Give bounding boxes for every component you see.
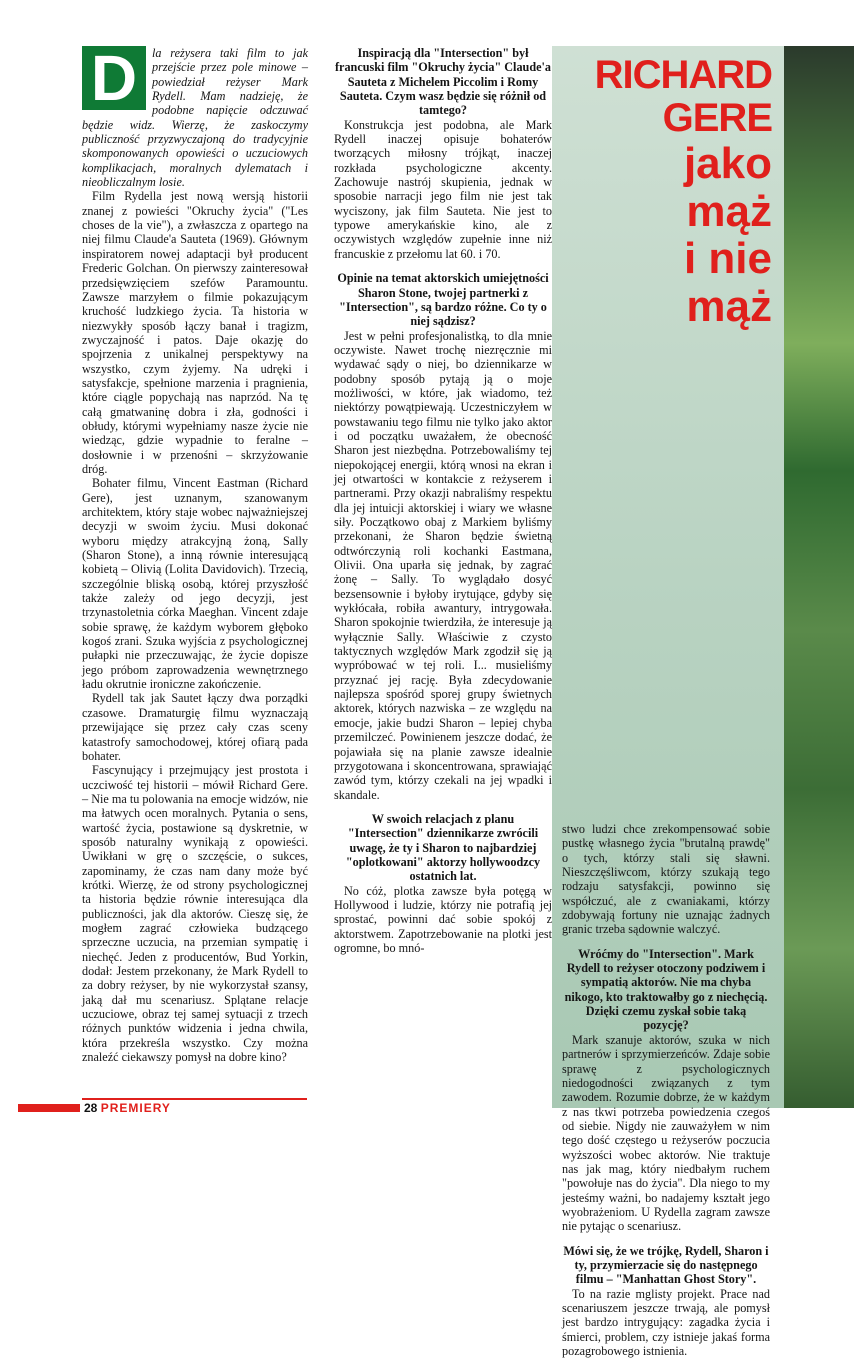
interview-question: W swoich relacjach z planu "Intersection" dziennikarze zwrócili uwagę, że ty i Sharon to najbardziej "oplotkowani" aktorzy hollywoodzcy ostatnich lat.	[345, 811, 541, 884]
column-2	[334, 46, 552, 955]
paragraph: Rydell tak jak Sautet łączy dwa porządki czasowe. Dramaturgię filmu wyznaczają przewijające się przez cały czas sceny katastrofy samochodowej, której ofiarą pada bohater.	[82, 691, 308, 763]
paragraph: Konstrukcja jest podobna, ale Mark Rydell inaczej opisuje bohaterów tworzących miłosny trójkąt, inaczej rozkłada psychologiczne akcenty. Zachowuje nastrój skupienia, jednak w sposobie narracji jego film nie jest tak wyciszony, jak film Sauteta. Nie jest to typowe amerykańskie kino, ale z oczywistych względów zupełnie inne niż francuskie z przełomu lat 60. i 70.	[334, 117, 552, 261]
paragraph: Mark szanuje aktorów, szuka w nich partnerów i sprzymierzeńców. Zdaje sobie sprawę z psychologicznych niedogodności związanych z tym zawodem. Rozumie dobrze, że w każdym z nas tkwi potrzeba powiedzenia czegoś od siebie. Nigdy nie zauważyłem w nim tego dość częstego u reżyserów poczucia wyższości wobec aktorów. Nie traktuje nas jak mag, który niedbałym ruchem "powołuje nas do życia". Dla niego to my jesteśmy ważni, bo nadajemy kształt jego wyobrażeniom. U Rydella zagram zawsze nie pytając o scenariusz.	[562, 1032, 770, 1234]
paragraph: To na razie mglisty projekt. Prace nad scenariuszem jeszcze trwają, ale pomysł jest bardzo intrygujący: zagadka życia i śmierci, problem, czy istnieje jakaś forma pozagrobowego istnienia.	[562, 1286, 770, 1358]
title-line: i nie	[683, 234, 772, 284]
interview-question: Wróćmy do "Intersection". Mark Rydell to reżyser otoczony podziwem i sympatią aktorów. Nie ma chyba nikogo, kto traktowałby go z niechęcią. Dzięki czemu zyskał sobie taką pozycję?	[564, 946, 768, 1033]
page-footer	[84, 1101, 171, 1115]
photo-strip	[784, 46, 854, 1108]
title-line: jako	[683, 139, 772, 189]
paragraph: la reżysera taki film to jak przejście przez pole minowe – powiedział reżyser Mark Rydell. Mam nadzieję, że podobne napięcie odczuwać będzie widz. Wierzę, że zaskoczymy publiczność przyzwyczajoną do tradycyjnie skomponowanych opowieści o uczuciowych komplikacjach, moralnych dylematach i nieobliczalnym losie.	[82, 46, 308, 190]
drop-cap: D	[82, 46, 146, 110]
title-line: GERE	[662, 96, 772, 141]
article-title	[556, 54, 772, 330]
paragraph: Bohater filmu, Vincent Eastman (Richard Gere), jest uznanym, szanowanym architektem, który staje wobec najważniejszej decyzji w swoim życiu. Musi dokonać wyboru między atrakcyjną żoną, Sally (Sharon Stone), a inną równie interesującą kobietą – Olivią (Lolita Davidovich). Trzecią, szczególnie bliską osobą, której przyszłość także zależy od jego decyzji, jest trzynastoletnia córka Maeghan. Vincent zdaje sobie sprawę, że każdym wyborem głęboko kogoś zrani. Szuka wyjścia z psychologicznej pułapki nie przeczuwając, że życie dopisze jego próbom zaprowadzenia wewnętrznego ładu okrutnie ironiczne zakończenie.	[82, 476, 308, 692]
column-1	[82, 42, 308, 1065]
column-3	[562, 822, 770, 1358]
interview-question: Opinie na temat aktorskich umiejętności Sharon Stone, twojej partnerki z "Intersection", są bardzo różne. Co ty o niej sądzisz?	[337, 271, 549, 329]
paragraph: Fascynujący i przejmujący jest prostota i uczciwość tej historii – mówił Richard Gere. – Nie ma tu polowania na emocje widzów, nie ma łatwych ocen moralnych. Pytania o sens, wartość życia, postawione są dyskretnie, w sposób naturalny wynikają z opowieści. Uwikłani w grę o szczęście, o sukces, zapominamy, że czas nam dany może być krótki. Wierzę, że od strony psychologicznej ta historia będzie równie interesująca dla publiczności, jak dla aktorów. Cieszę się, że mogłem zagrać człowieka budzącego sprzeczne uczucia, na przemian sympatię i niechęć. Jeden z producentów, Bud Yorkin, dodał: Jestem przekonany, że Mark Rydell to za dobry reżyser, by nie wykorzystał szansy, jaką dał mu scenariusz. Splątane relacje uczuciowe, obraz tej samej sytuacji z trzech różnych punktów widzenia i jedna chwila, która przekreśla wszystko. Czy można znaleźć ciekawszy pomysł na dobre kino?	[82, 763, 308, 1065]
title-line: mąż	[686, 281, 772, 331]
interview-question: Mówi się, że we trójkę, Rydell, Sharon i ty, przymierzacie się do następnego filmu – "Manhattan Ghost Story".	[563, 1243, 769, 1287]
paragraph: Film Rydella jest nową wersją historii znanej z powieści "Okruchy życia" ("Les choses de la vie"), a zwłaszcza z opartego na niej filmu Claude'a Sauteta (1969). Głównym inspiratorem nowej adaptacji był producent Frederic Golchan. On pierwszy zainteresował przedsięwzięciem szefów Paramountu. Zawsze marzyłem o filmie pokazującym kruchość ludzkiego życia. Ta historia w niezwykły sposób łączy banał i tragizm, zwyczajność i patos. Daje okazję do spojrzenia z unikalnej perspektywy na wszystko, czym żyjemy. Na udręki i satysfakcje, spełnione marzenia i pragnienia, które ciągle popychają nas naprzód. Na tę całą gmatwaninę dobra i zła, godności i obłudy, którymi wypełniamy nasze życie nie wiedząc, gdzie wypadnie to feralne – dosłownie i w przenośni – skrzyżowanie dróg.	[82, 189, 308, 476]
interview-question: Inspiracją dla "Intersection" był francuski film "Okruchy życia" Claude'a Sauteta z Michelem Piccolim i Romy Sauteta. Czym wasz będzie się różnił od tamtego?	[335, 46, 551, 118]
magazine-name: PREMIERY	[100, 1101, 171, 1115]
paragraph: stwo ludzi chce zrekompensować sobie pustkę własnego życia "brutalną prawdę" o tych, którzy stali się sławni. Nieszczęśliwcom, którzy szukają tego rodzaju satysfakcji, powinno się współczuć, ale z cwaniakami, którzy zdobywają fortuny nie uznając żadnych granic trzeba sądownie walczyć.	[562, 822, 770, 937]
footer-red-bar	[18, 1104, 80, 1112]
footer-rule	[82, 1098, 307, 1100]
title-line: mąż	[686, 186, 772, 236]
paragraph: Jest w pełni profesjonalistką, to dla mnie oczywiste. Nawet trochę niezręcznie mi wydawać sądy o niej, bo dziennikarze w podobny sposób pytają ją o moje możliwości, w które, jak wiadomo, też niektórzy powątpiewają. Uczestniczyłem w powstawaniu tego filmu nie tylko jako aktor i od początku uważałem, że obecność Sharon jest niezbędna. Potrzebowaliśmy tej niepokojącej energii, którą wnosi na ekran i jej otwartości w kontakcie z reżyserem i partnerami. Przy okazji nabraliśmy respektu dla jej intuicji aktorskiej i wiary we własne siły. Początkowo obaj z Markiem byliśmy przekonani, że Sharon będzie świetną odtwórczynią roli kochanki Eastmana, Olivii. Ona uparła się jednak, by zagrać żonę – Sally. To wyglądało dosyć bezsensownie i byłoby irytujące, gdyby się wykłócała, robiła awantury, intrygowała. Sharon spokojnie twierdziła, że interesuje ją wyłącznie Sally. Właściwie z czysto taktycznych względów Mark zgodził się ją wypróbować w tej roli. I... musieliśmy przyznać jej rację. Była zdecydowanie najlepsza spośród sporej grupy świetnych aktorek, których nazwiska – ze względu na emocje, jakie budzi Sharon – lepiej chyba przemilczeć. Powinienem jeszcze dodać, że pojawiała się na planie zawsze idealnie przygotowana i skoncentrowana, sprawiająć zawód tym, którzy czekali na jej wpadki i skandale.	[334, 328, 552, 802]
page-number: 28	[84, 1101, 98, 1115]
title-line: RICHARD	[594, 53, 772, 97]
paragraph: No cóż, plotka zawsze była potęgą w Hollywood i ludzie, którzy nie potrafią jej sprostać, powinni dać sobie spokój z aktorstwem. Zapotrzebowanie na plotki jest ogromne, bo mnó-	[334, 883, 552, 955]
